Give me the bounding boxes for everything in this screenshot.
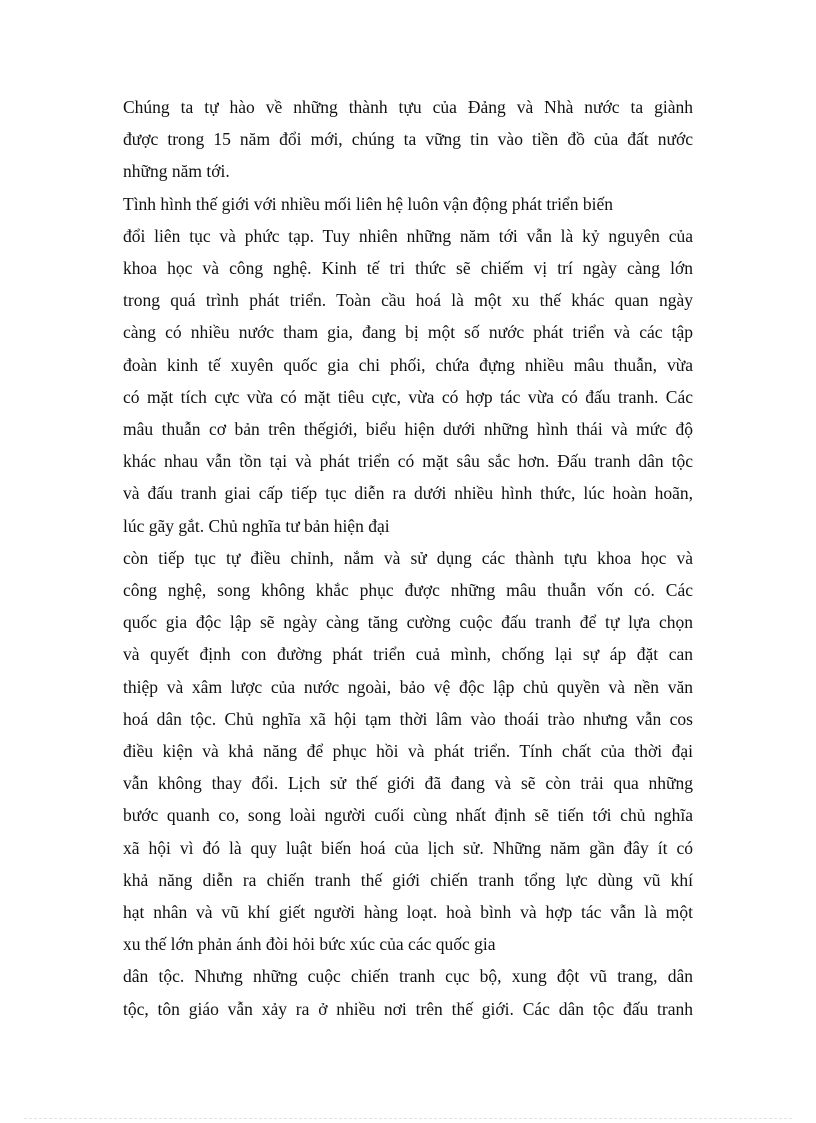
text-line: thiệp và xâm lược của nước ngoài, bảo vệ độc lập chủ quyền và nền văn [123,676,693,697]
text-line: khả năng diễn ra chiến tranh thế giới chiến tranh tổng lực dùng vũ khí [123,869,693,890]
text-line: lúc gãy gắt. Chủ nghĩa tư bản hiện đại [123,515,390,536]
text-line: bước quanh co, song loài người cuối cùng nhất định sẽ tiến tới chủ nghĩa [123,805,693,826]
text-line: còn tiếp tục tự điều chỉnh, nắm và sử dụng các thành tựu khoa học và [123,547,693,568]
text-line: đoàn kinh tế xuyên quốc gia chi phối, chứa đựng nhiều mâu thuẫn, vừa [123,354,693,375]
text-line: có mặt tích cực vừa có mặt tiêu cực, vừa có hợp tác vừa có đấu tranh. Các [123,386,693,407]
text-line: và quyết định con đường phát triển cuả mình, chống lại sự áp đặt can [123,644,693,665]
text-line: càng có nhiều nước tham gia, đang bị một số nước phát triển và các tập [123,322,693,343]
text-line: quốc gia độc lập sẽ ngày càng tăng cường cuộc đấu tranh để tự lựa chọn [123,612,693,633]
text-line: khoa học và công nghệ. Kinh tế tri thức sẽ chiếm vị trí ngày càng lớn [123,258,693,278]
page-bottom-divider [24,1118,792,1119]
text-line: đổi liên tục và phức tạp. Tuy nhiên những năm tới vẫn là kỷ nguyên của [123,225,693,246]
text-line: vẫn không thay đổi. Lịch sử thế giới đã đang và sẽ còn trải qua những [123,773,693,794]
text-line: và đấu tranh giai cấp tiếp tục diễn ra dưới nhiều hình thức, lúc hoàn hoãn, [123,483,693,504]
text-line: hạt nhân và vũ khí giết người hàng loạt. hoà bình và hợp tác vẫn là một [123,902,693,922]
text-line: mâu thuẫn cơ bản trên thếgiới, biểu hiện dưới những hình thái và mức độ [123,419,693,439]
text-line: Tình hình thế giới với nhiều mối liên hệ luôn vận động phát triển biến [123,193,613,214]
text-line: khác nhau vẫn tồn tại và phát triển có mặt sâu sắc hơn. Đấu tranh dân tộc [123,451,693,472]
text-line: những năm tới. [123,161,230,182]
text-line: dân tộc. Nhưng những cuộc chiến tranh cục bộ, xung đột vũ trang, dân [123,966,693,987]
text-line: xã hội vì đó là quy luật biến hoá của lịch sử. Những năm gần đây ít có [123,837,693,858]
text-line: xu thế lớn phản ánh đòi hỏi bức xúc của các quốc gia [123,934,496,955]
text-line: hoá dân tộc. Chủ nghĩa xã hội tạm thời lâm vào thoái trào nhưng vẫn cos [123,708,693,729]
text-line: được trong 15 năm đổi mới, chúng ta vững tin vào tiền đồ của đất nước [123,129,693,150]
text-line: Chúng ta tự hào về những thành tựu của Đảng và Nhà nước ta giành [123,97,693,117]
text-line: tộc, tôn giáo vẫn xảy ra ở nhiều nơi trên thế giới. Các dân tộc đấu tranh [123,998,693,1019]
text-line: trong quá trình phát triển. Toàn cầu hoá là một xu thế khác quan ngày [123,290,693,311]
text-line: công nghệ, song không khắc phục được những mâu thuẫn vốn có. Các [123,580,693,600]
text-line: điều kiện và khả năng để phục hồi và phát triển. Tính chất của thời đại [123,741,693,761]
